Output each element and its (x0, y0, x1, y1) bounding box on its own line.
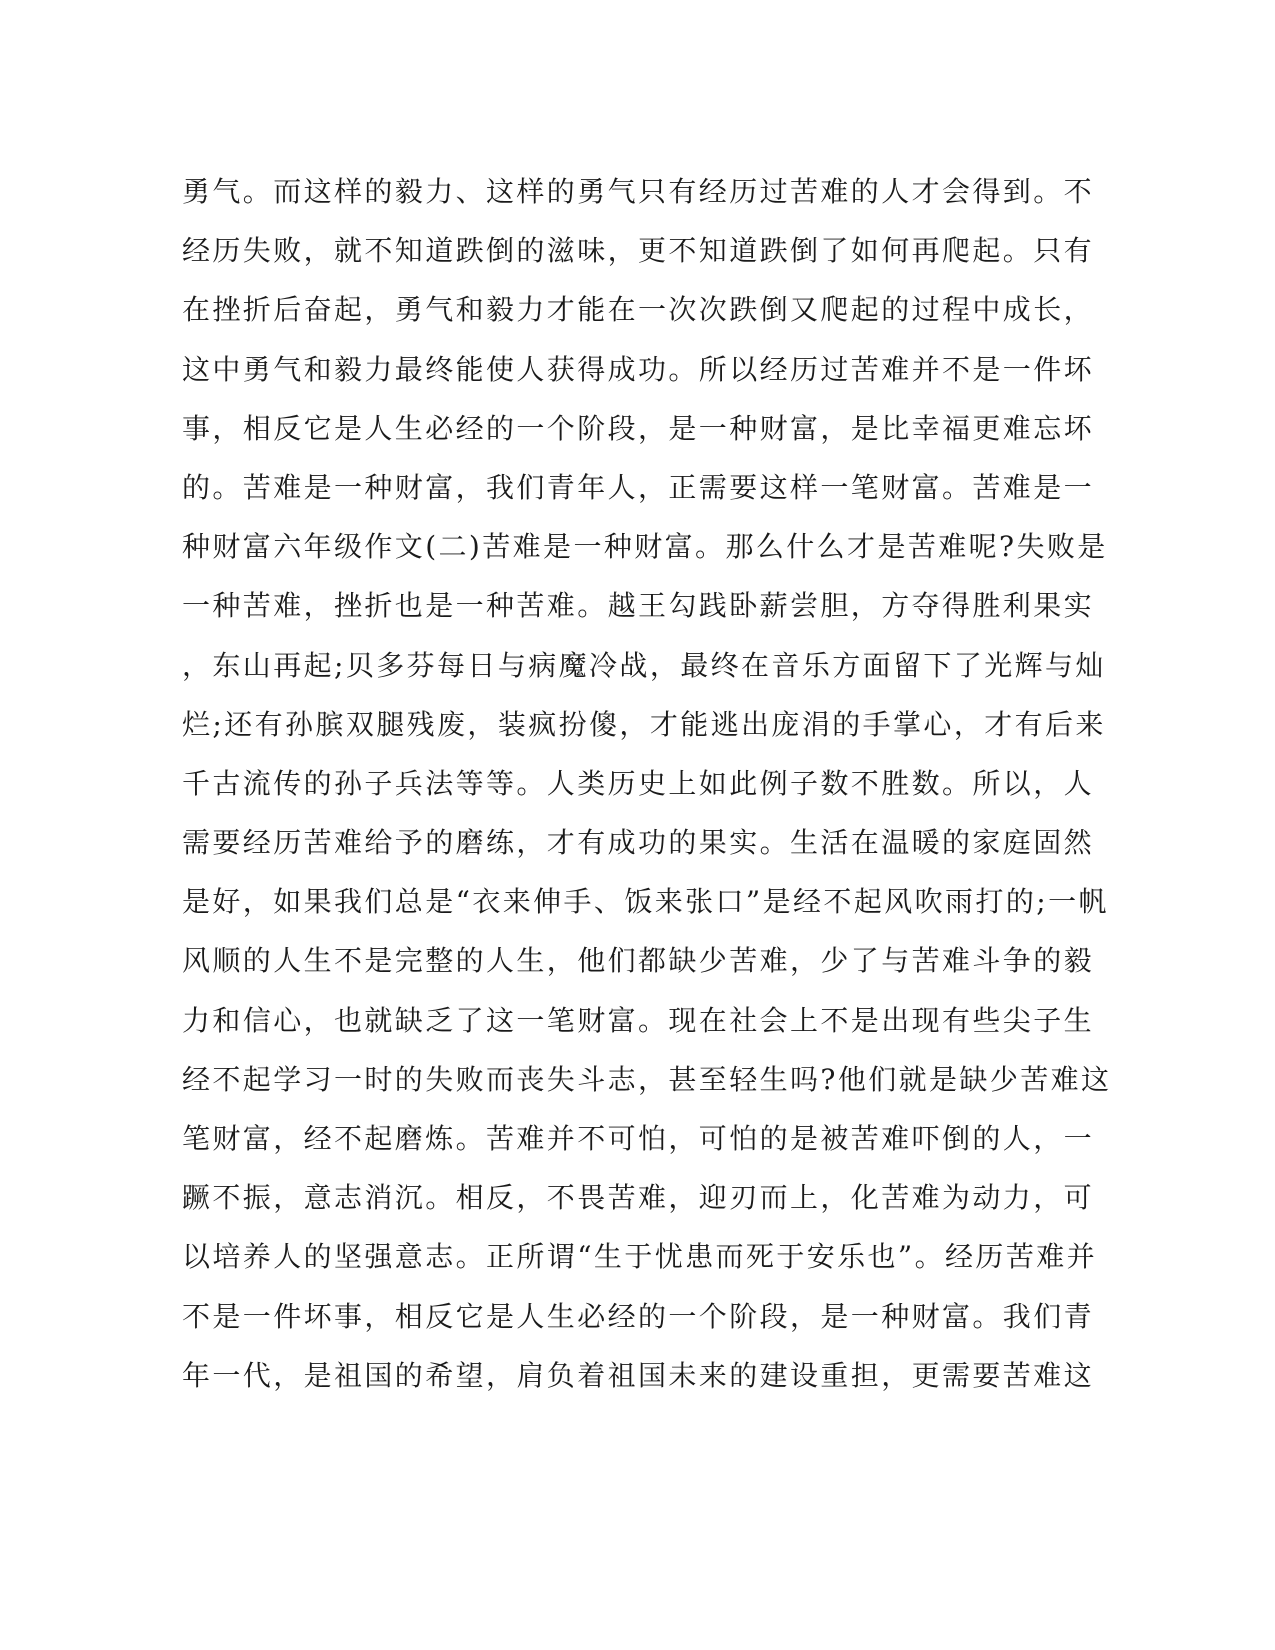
text-line: 笔财富，经不起磨炼。苦难并不可怕，可怕的是被苦难吓倒的人，一 (182, 1122, 1095, 1155)
text-line: 是好，如果我们总是“衣来伸手、饭来张口”是经不起风吹雨打的;一帆 (182, 885, 1109, 919)
text-line: 需要经历苦难给予的磨练，才有成功的果实。生活在温暖的家庭固然 (182, 826, 1095, 860)
text-line: 经不起学习一时的失败而丧失斗志，甚至轻生吗?他们就是缺少苦难这 (182, 1062, 1112, 1096)
text-line: 这中勇气和毅力最终能使人获得成功。所以经历过苦难并不是一件坏 (182, 352, 1095, 386)
text-line: 的。苦难是一种财富，我们青年人，正需要这样一笔财富。苦难是一 (182, 470, 1095, 504)
body-text (182, 162, 1112, 1405)
text-line: 千古流传的孙子兵法等等。人类历史上如此例子数不胜数。所以，人 (182, 766, 1095, 800)
text-line: 烂;还有孙膑双腿残废，装疯扮傻，才能逃出庞涓的手掌心，才有后来 (182, 707, 1106, 741)
text-line: 风顺的人生不是完整的人生，他们都缺少苦难，少了与苦难斗争的毅 (182, 944, 1095, 978)
text-line: 种财富六年级作文(二)苦难是一种财富。那么什么才是苦难呢?失败是 (182, 530, 1108, 564)
text-line: ，东山再起;贝多芬每日与病魔冷战，最终在音乐方面留下了光辉与灿 (182, 648, 1106, 682)
text-line: 不是一件坏事，相反它是人生必经的一个阶段，是一种财富。我们青 (182, 1299, 1095, 1333)
text-line: 经历失败，就不知道跌倒的滋味，更不知道跌倒了如何再爬起。只有 (182, 234, 1095, 268)
text-line: 年一代，是祖国的希望，肩负着祖国未来的建设重担，更需要苦难这 (182, 1358, 1095, 1392)
text-line: 在挫折后奋起，勇气和毅力才能在一次次跌倒又爬起的过程中成长， (182, 293, 1095, 327)
text-line: 以培养人的坚强意志。正所谓“生于忧患而死于安乐也”。经历苦难并 (182, 1240, 1098, 1274)
text-line: 一种苦难，挫折也是一种苦难。越王勾践卧薪尝胆，方夺得胜利果实 (182, 589, 1095, 623)
text-line: 力和信心，也就缺乏了这一笔财富。现在社会上不是出现有些尖子生 (182, 1003, 1095, 1037)
text-line: 蹶不振，意志消沉。相反，不畏苦难，迎刃而上，化苦难为动力，可 (182, 1181, 1095, 1215)
text-line: 事，相反它是人生必经的一个阶段，是一种财富，是比幸福更难忘坏 (182, 411, 1095, 445)
text-line: 勇气。而这样的毅力、这样的勇气只有经历过苦难的人才会得到。不 (182, 175, 1095, 208)
